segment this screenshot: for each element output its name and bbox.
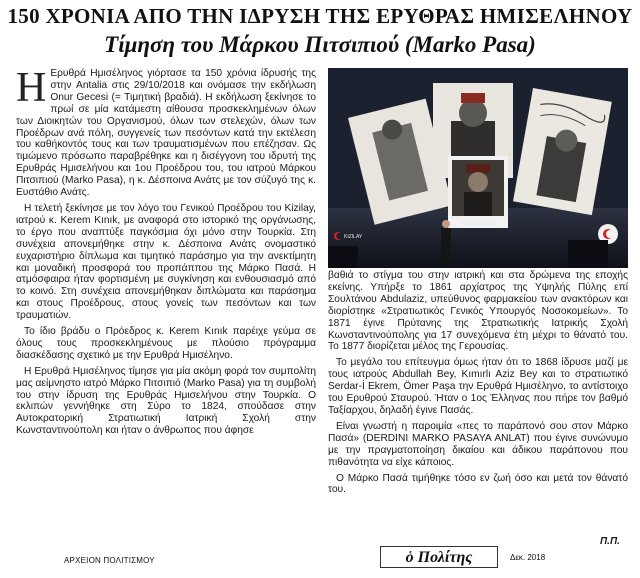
article-right-column bbox=[328, 270, 628, 500]
newspaper-logo: ὁ Πολίτης bbox=[380, 546, 498, 568]
drop-cap: Η bbox=[16, 65, 47, 111]
paragraph bbox=[16, 65, 316, 199]
paragraph: Είναι γνωστή η παροιμία «πες το παράπονό σου στον Μάρκο Πασά» (DERDINI MARKO PASAYA ANLAT) που έγινε συνώνυμο με την πραγματοποίηση δικαίου και άδικου παράπονου που πιθανότητα να είχε κάποιος. bbox=[328, 420, 628, 468]
paragraph-text: Ερυθρά Ημισέληνος γιόρτασε τα 150 χρόνια ίδρυσής της στην Antalia στις 29/10/2018 και ονόμασε την εκδήλωση Onur Gecesi (= Τιμητική βραδιά). Η εκδήλωση ξεκίνησε το πρωί σε μία κατάμεστη αίθουσα προσκεκλημένων όλων των Διοικητών του Οργανισμού, όλων των στελεχών, όλων των Προέδρων ανά πόλη, συγγενείς των πεσόντων κατά την εκτέλεση του καθήκοντός τους και των τραυματισμένων που επέζησαν. Ως τιμώμενο πρόσωπο παραβρέθηκε και η δισέγγονη του ιδρυτή της Ερυθράς Ημισελήνου και 1ου Προέδρου του, του ιατρού Μάρκου Πιτσιπιού (Marko Pasa), η κ. Δέσποινα Ανάτς με τον σύζυγό της κ. Ευστάθιο Ανάτς. bbox=[16, 68, 316, 199]
author-signature: Π.Π. bbox=[600, 536, 620, 547]
paragraph: Η Ερυθρά Ημισέληνος τίμησε για μία ακόμη φορά τον συμπολίτη μας αείμνηστο ιατρό Μάρκο Πιτσιπιό (Marko Pasa) για τη συμβολή του στην ίδρυση της Ερυθράς Ημισελήνου στην Τουρκία. Ο εκλιπών γεννήθηκε στη Σύρο το 1824, σπούδασε στην Αυτοκρατορική Στρατιωτική Ιατρική Σχολή στην Κωνσταντινούπολη και ήταν ο άνθρωπος που άφησε bbox=[16, 365, 316, 437]
paragraph: βαθιά το στίγμα του στην ιατρική και στα δρώμενα της εποχής εκείνης. Υπήρξε το 1861 αρχίατρος της Υψηλής Πύλης επί Σουλτάνου Abdulaziz, υπεύθυνος φαρμακείου των ανακτόρων και διορίστηκε «Στρατιωτικός Γενικός Υπουργός Νοσοκομείων». Το 1871 έγινε Πρύτανης της Στρατιωτικής Ιατρικής Σχολή Κωνσταντινούπολης για 17 συνεχόμενα έτη μέχρι το θάνατό του. Το 1877 διορίζεται μέλος της Γερουσίας. bbox=[328, 270, 628, 353]
kizilay-logo-left bbox=[334, 232, 363, 240]
photo-caption: Kurucularımız bbox=[461, 221, 495, 227]
archive-label: ΑΡΧΕΙΟΝ ΠΟΛΙΤΙΣΜΟΥ bbox=[64, 556, 155, 565]
event-photo-illustration bbox=[328, 68, 628, 268]
audience-silhouette bbox=[568, 240, 608, 268]
paragraph: Ο Μάρκο Πασά τιμήθηκε τόσο εν ζωή όσο και μετά τον θάνατό του. bbox=[328, 472, 628, 496]
logo-text: KIZILAY bbox=[344, 234, 363, 240]
audience-silhouette bbox=[328, 246, 358, 268]
subtitle: Τίμηση του Μάρκου Πιτσιπιού (Marko Pasa) bbox=[104, 32, 536, 57]
screen-portrait bbox=[448, 156, 508, 228]
article-left-column bbox=[16, 65, 316, 441]
paragraph: Η τελετή ξεκίνησε με τον λόγο του Γενικού Προέδρου του Kizilay, ιατρού κ. Kerem Kınık, με αναφορά στο ιστορικό της οργάνωσης, το έργο που αναπτύξε παγκόσμια όχι μόνο στην Τουρκία. Στη συνέχεια απονεμήθηκε στην κ. Δέσποινα Ανάτς ονομαστικό ευχαριστήριο δίπλωμα και τιμητικό παράσημο για την ανεκτίμητη και μοναδική προσφορά του προπάππου της Μάρκο Πασά. Η ατμόσφαιρα ήταν φορτισμένη με συγκίνηση και ενθουσιασμό από το κοινό. Στη συνέχεια απονεμήθηκαν διπλώματα και παράσημα και στους Προέδρους, στους γονείς των πεσόντων και των τραυματιών. bbox=[16, 202, 316, 322]
paragraph: Το ίδιο βράδυ ο Πρόεδρος κ. Kerem Kınık παρέιχε γεύμα σε όλους τους προσκεκλημένους με πλούσιο πρόγραμμα διασκέδασης σχετικό με την Ερυθρά Ημισέληνο. bbox=[16, 326, 316, 361]
headline: 150 ΧΡΟΝΙΑ ΑΠΟ ΤΗΝ ΙΔΡΥΣΗ ΤΗΣ ΕΡΥΘΡΑΣ ΗΜΙΣΕΛΗΝΟΥ bbox=[7, 4, 633, 28]
issue-date: Δεκ. 2018 bbox=[510, 553, 546, 562]
paragraph: Το μεγάλο του επίτευγμα όμως ήταν ότι το 1868 ίδρυσε μαζί με τους ιατρούς Abdullah Bey, Kımırlı Aziz Bey και το στρατιωτικό Serdar-İ Ekrem, Ömer Paşa την Ερυθρά Ημισέληνο, το αντίστοιχο του Ερυθρού Σταυρού. Ήταν ο 1ος Έλληνας που πήρε τον βαθμό Ταξίαρχου, δηλαδή έγινε Πασάς. bbox=[328, 357, 628, 416]
event-photo bbox=[328, 68, 628, 268]
